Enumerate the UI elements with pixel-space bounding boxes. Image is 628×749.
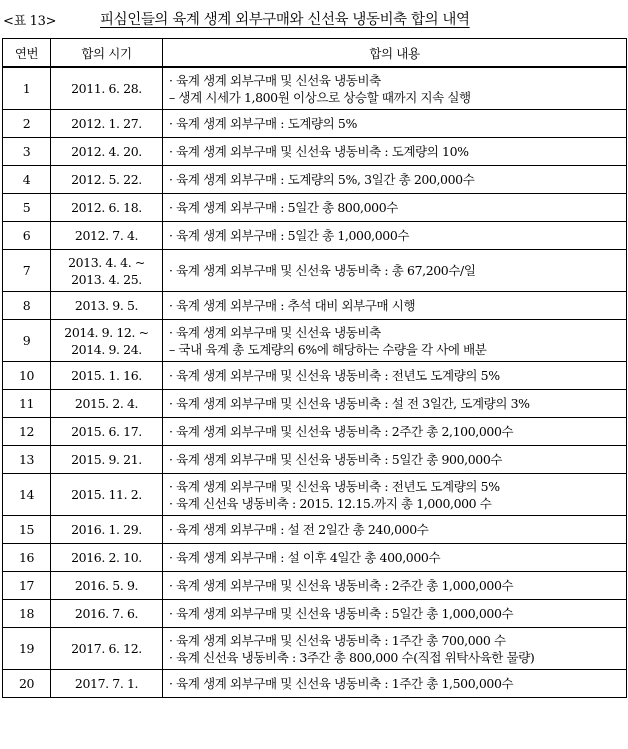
- content-line: · 육계 생계 외부구매 및 신선육 냉동비축: [169, 72, 381, 88]
- date-line: 2017. 7. 1.: [74, 676, 139, 691]
- agreement-content: [163, 222, 627, 250]
- agreement-date: [51, 320, 163, 362]
- table-row: [3, 544, 627, 572]
- row-number: 6: [3, 222, 51, 250]
- row-number: 17: [3, 572, 51, 600]
- table-row: [3, 166, 627, 194]
- agreement-content: [163, 474, 627, 516]
- date-line: 2013. 4. 25.: [71, 271, 142, 287]
- content-line: · 육계 생계 외부구매 및 신선육 냉동비축 : 5일간 총 1,000,000수: [169, 606, 514, 621]
- date-line: 2016. 2. 10.: [71, 550, 142, 565]
- table-row: [3, 390, 627, 418]
- agreement-date: [51, 138, 163, 166]
- agreement-date: [51, 194, 163, 222]
- date-line: 2015. 6. 17.: [71, 424, 142, 439]
- date-line: 2012. 5. 22.: [71, 172, 142, 187]
- agreement-content: [163, 110, 627, 138]
- agreement-content: [163, 292, 627, 320]
- agreement-date: [51, 390, 163, 418]
- agreement-content: [163, 628, 627, 670]
- content-line: · 육계 생계 외부구매 및 신선육 냉동비축 : 2주간 총 1,000,000수: [169, 578, 514, 593]
- row-number: 13: [3, 446, 51, 474]
- content-line: · 육계 생계 외부구매 : 5일간 총 1,000,000수: [169, 228, 410, 243]
- content-line: · 육계 생계 외부구매 및 신선육 냉동비축 : 전년도 도계량의 5%: [169, 368, 500, 383]
- agreement-date: [51, 544, 163, 572]
- table-row: [3, 138, 627, 166]
- table-row: [3, 670, 627, 698]
- table-title: 피심인들의 육계 생계 외부구매와 신선육 냉동비축 합의 내역: [100, 12, 470, 28]
- table-row: [3, 194, 627, 222]
- table-row: [3, 628, 627, 670]
- date-line: 2012. 7. 4.: [74, 228, 139, 243]
- date-line: 2013. 9. 5.: [74, 298, 139, 313]
- date-line: 2016. 5. 9.: [74, 578, 139, 593]
- content-line: · 육계 생계 외부구매 및 신선육 냉동비축 : 5일간 총 900,000수: [169, 452, 503, 467]
- date-line: 2017. 6. 12.: [71, 641, 142, 656]
- agreement-date: [51, 516, 163, 544]
- content-line: · 육계 생계 외부구매 및 신선육 냉동비축 : 설 전 3일간, 도계량의 3%: [169, 396, 530, 411]
- header-no: 연번: [3, 39, 51, 68]
- date-line: 2015. 11. 2.: [71, 487, 142, 502]
- row-number: 20: [3, 670, 51, 698]
- agreement-content: [163, 600, 627, 628]
- row-number: 9: [3, 320, 51, 362]
- row-number: 10: [3, 362, 51, 390]
- row-number: 2: [3, 110, 51, 138]
- content-line: · 육계 생계 외부구매 : 도계량의 5%: [169, 116, 357, 131]
- table-row: [3, 292, 627, 320]
- row-number: 7: [3, 250, 51, 292]
- agreement-content: [163, 250, 627, 292]
- row-number: 11: [3, 390, 51, 418]
- row-number: 3: [3, 138, 51, 166]
- content-line: · 육계 신선육 냉동비축 : 3주간 총 800,000 수(직접 위탁사육한 물량): [169, 649, 535, 665]
- table-body: [3, 67, 627, 698]
- row-number: 5: [3, 194, 51, 222]
- agreement-content: [163, 390, 627, 418]
- header-row: [3, 39, 627, 68]
- table-row: [3, 516, 627, 544]
- content-line: – 국내 육계 총 도계량의 6%에 해당하는 수량을 각 사에 배분: [169, 341, 487, 357]
- date-line: 2015. 1. 16.: [71, 368, 142, 383]
- row-number: 8: [3, 292, 51, 320]
- table-row: [3, 572, 627, 600]
- row-number: 12: [3, 418, 51, 446]
- table-row: [3, 222, 627, 250]
- agreement-date: [51, 670, 163, 698]
- date-line: 2012. 6. 18.: [71, 200, 142, 215]
- agreement-content: [163, 418, 627, 446]
- header-content: 합의 내용: [163, 39, 627, 68]
- table-label: <표 13>: [3, 14, 57, 29]
- agreement-content: [163, 67, 627, 110]
- date-line: 2012. 4. 20.: [71, 144, 142, 159]
- content-line: · 육계 생계 외부구매 및 신선육 냉동비축 : 1주간 총 1,500,000수: [169, 676, 514, 691]
- row-number: 15: [3, 516, 51, 544]
- header-date: 합의 시기: [51, 39, 163, 68]
- agreement-date: [51, 628, 163, 670]
- agreement-content: [163, 670, 627, 698]
- agreement-date: [51, 292, 163, 320]
- content-line: · 육계 생계 외부구매 및 신선육 냉동비축 : 전년도 도계량의 5%: [169, 478, 500, 494]
- row-number: 18: [3, 600, 51, 628]
- agreement-content: [163, 446, 627, 474]
- date-line: 2012. 1. 27.: [71, 116, 142, 131]
- date-line: 2013. 4. 4. ~: [68, 254, 145, 270]
- table-row: [3, 362, 627, 390]
- content-line: · 육계 생계 외부구매 : 설 전 2일간 총 240,000수: [169, 522, 429, 537]
- content-line: · 육계 생계 외부구매 및 신선육 냉동비축 : 2주간 총 2,100,000수: [169, 424, 514, 439]
- content-line: · 육계 생계 외부구매 : 추석 대비 외부구매 시행: [169, 298, 416, 313]
- agreement-content: [163, 516, 627, 544]
- agreement-date: [51, 600, 163, 628]
- date-line: 2015. 2. 4.: [74, 396, 139, 411]
- date-line: 2016. 1. 29.: [71, 522, 142, 537]
- date-line: 2016. 7. 6.: [74, 606, 139, 621]
- table-row: [3, 110, 627, 138]
- content-line: · 육계 생계 외부구매 : 설 이후 4일간 총 400,000수: [169, 550, 441, 565]
- table-row: [3, 67, 627, 110]
- agreement-content: [163, 572, 627, 600]
- table-header: [0, 4, 628, 32]
- content-line: · 육계 생계 외부구매 및 신선육 냉동비축 : 총 67,200수/일: [169, 263, 476, 278]
- agreement-date: [51, 418, 163, 446]
- table-row: [3, 446, 627, 474]
- table-row: [3, 320, 627, 362]
- agreement-date: [51, 572, 163, 600]
- content-line: · 육계 생계 외부구매 : 5일간 총 800,000수: [169, 200, 398, 215]
- content-line: · 육계 생계 외부구매 : 도계량의 5%, 3일간 총 200,000수: [169, 172, 475, 187]
- content-line: · 육계 신선육 냉동비축 : 2015. 12.15.까지 총 1,000,000 수: [169, 495, 492, 511]
- agreement-content: [163, 166, 627, 194]
- date-line: 2014. 9. 12. ~: [64, 324, 149, 340]
- date-line: 2014. 9. 24.: [71, 341, 142, 357]
- table-row: [3, 474, 627, 516]
- agreement-content: [163, 320, 627, 362]
- agreement-date: [51, 250, 163, 292]
- row-number: 1: [3, 67, 51, 110]
- content-line: · 육계 생계 외부구매 및 신선육 냉동비축 : 도계량의 10%: [169, 144, 469, 159]
- agreement-date: [51, 166, 163, 194]
- agreement-date: [51, 362, 163, 390]
- content-line: · 육계 생계 외부구매 및 신선육 냉동비축: [169, 324, 381, 340]
- agreement-date: [51, 446, 163, 474]
- agreement-date: [51, 474, 163, 516]
- agreement-date: [51, 222, 163, 250]
- table-row: [3, 418, 627, 446]
- agreement-content: [163, 362, 627, 390]
- row-number: 14: [3, 474, 51, 516]
- agreement-table: [2, 38, 627, 698]
- content-line: – 생계 시세가 1,800원 이상으로 상승할 때까지 지속 실행: [169, 89, 471, 105]
- agreement-content: [163, 194, 627, 222]
- row-number: 19: [3, 628, 51, 670]
- agreement-date: [51, 67, 163, 110]
- agreement-date: [51, 110, 163, 138]
- table-row: [3, 600, 627, 628]
- content-line: · 육계 생계 외부구매 및 신선육 냉동비축 : 1주간 총 700,000 수: [169, 632, 506, 648]
- agreement-content: [163, 138, 627, 166]
- row-number: 4: [3, 166, 51, 194]
- table-row: [3, 250, 627, 292]
- date-line: 2015. 9. 21.: [71, 452, 142, 467]
- date-line: 2011. 6. 28.: [71, 81, 142, 96]
- row-number: 16: [3, 544, 51, 572]
- agreement-content: [163, 544, 627, 572]
